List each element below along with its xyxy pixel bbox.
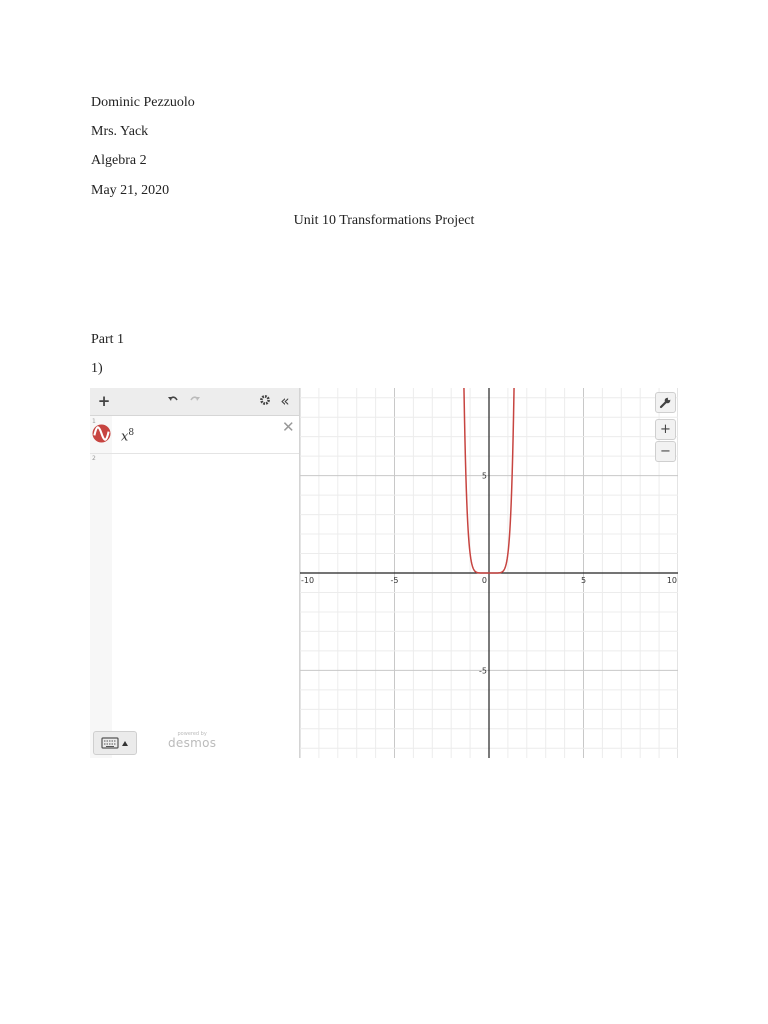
x-tick-label: 10	[666, 576, 677, 585]
x-tick-label: 5	[580, 576, 587, 585]
x-tick-label: -10	[301, 576, 315, 585]
undo-icon[interactable]	[166, 392, 180, 410]
expression-index: 1	[92, 418, 96, 425]
zoom-in-button[interactable]	[655, 419, 676, 440]
x-tick-label: -5	[390, 576, 399, 585]
redo-icon[interactable]	[188, 392, 202, 410]
document-date: May 21, 2020	[91, 183, 170, 198]
question-number: 1)	[91, 361, 103, 376]
expression-math[interactable]: $x^8$	[121, 428, 135, 445]
zoom-out-button[interactable]	[655, 441, 676, 462]
y-tick-label: -5	[479, 666, 487, 676]
minus-icon: −	[660, 444, 671, 459]
close-icon[interactable]: ✕	[282, 418, 295, 436]
gear-icon[interactable]	[257, 392, 273, 410]
graph-color-icon[interactable]	[92, 424, 111, 443]
expression-index: 2	[92, 455, 96, 462]
powered-by-label: powered by	[177, 731, 207, 737]
wrench-icon[interactable]	[655, 392, 676, 413]
keyboard-icon	[94, 732, 136, 754]
double-chevron-left-icon[interactable]: «	[280, 392, 290, 410]
expression-panel	[90, 388, 300, 758]
plus-icon[interactable]: +	[97, 392, 111, 410]
y-tick-label: 5	[481, 471, 487, 481]
graph-plot[interactable]	[300, 388, 678, 758]
keyboard-toggle-button[interactable]	[93, 731, 137, 755]
course-name: Algebra 2	[91, 153, 147, 168]
student-name: Dominic Pezzuolo	[91, 95, 195, 110]
expression-toolbar	[90, 388, 299, 416]
desmos-brand: desmos	[168, 736, 217, 750]
graph-canvas[interactable]	[300, 388, 678, 758]
powered-by-desmos-logo	[168, 731, 216, 750]
teacher-name: Mrs. Yack	[91, 124, 149, 139]
page-title: Unit 10 Transformations Project	[293, 213, 475, 228]
desmos-calculator-embed	[90, 388, 678, 758]
empty-expression-row[interactable]	[112, 454, 299, 491]
plus-icon: +	[660, 422, 671, 437]
section-heading: Part 1	[91, 332, 125, 347]
x-tick-label: 0	[481, 576, 487, 585]
expression-index-gutter	[90, 416, 112, 758]
